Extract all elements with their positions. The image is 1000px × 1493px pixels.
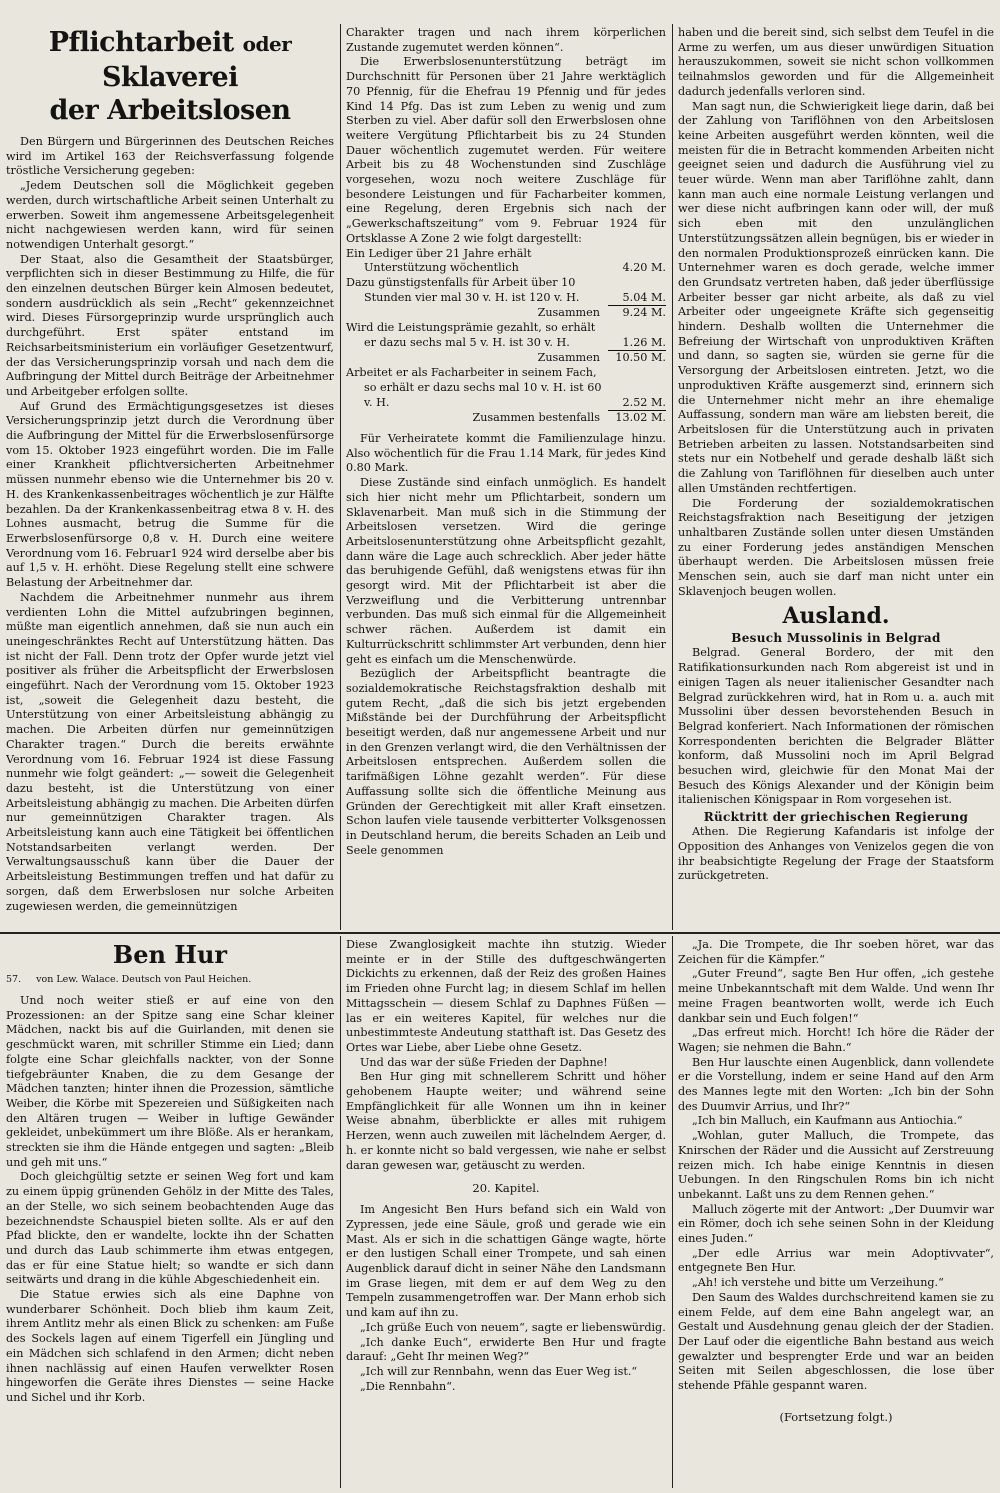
calc-row	[346, 305, 666, 321]
quote-paragraph: „Jedem Deutschen soll die Möglichkeit gegeben werden, durch wirtschaftliche Arbeit seinen Unterhalt zu erwerben. Soweit ihm angemessene Arbeitsgelegenheit nicht nachgewiesen werden kann, wird für seinen notwendigen Unterhalt gesorgt.“	[6, 179, 334, 251]
calc-row	[346, 247, 666, 276]
serial-column-1	[6, 938, 334, 1486]
paragraph: Diese Zwanglosigkeit machte ihn stutzig. Wieder meinte er in der Stille des duftgeschwängerten Dickichts zu erkennen, daß der Reiz des großen Haines im Frieden ohne Furcht lag; in diesem Schlaf im hellen Mittagsschein — diesem Schlaf zu Daphnes Füßen — las er ein weiteres Kapitel, für welches nur die unbestimmteste Andeutung statthaft ist. Das Gesetz des Ortes war Liebe, aber Liebe ohne Gesetz.	[346, 938, 666, 1054]
paragraph: Charakter tragen und nach ihrem körperlichen Zustande zugemutet werden können“.	[346, 26, 666, 54]
calc-label: Zusammen	[537, 306, 600, 320]
paragraph: „Ich bin Malluch, ein Kaufmann aus Antiochia.“	[692, 1114, 963, 1128]
paragraph: Bezüglich der Arbeitspflicht beantragte die sozialdemokratische Reichstagsfraktion deshalb mit gutem Recht, „daß die sich bis jetzt ergebenden Mißstände bei der Durchführung der Arbeitspflicht beseitigt werden, daß nur angemessene Arbeit und nur in den Grenzen verlangt wird, die den Verhältnissen der Arbeitslosen entsprechen. Außerdem sollen die tarifmäßigen Löhne gezahlt werden“. Für diese Auffassung sollte sich die öffentliche Meinung aus Gründen der Gerechtigkeit mit aller Kraft einsetzen. Schon laufen viele tausende verbitterter Volksgenossen in Deutschland herum, die bereits Schaden an Leib und Seele genommen	[346, 667, 666, 857]
calc-label: Dazu günstigstenfalls für Arbeit über 10 Stunden vier mal 30 v. H. ist 120 v. H.	[346, 275, 580, 304]
news-paragraph: Athen. Die Regierung Kafandaris ist infolge der Opposition des Anhanges von Venizelos gegen die von ihr beabsichtigte Regelung der Frage der Staatsform zurückgetreten.	[678, 825, 994, 883]
calc-amount: 2.52 M.	[622, 395, 666, 409]
paragraph: „Ah! ich verstehe und bitte um Verzeihung.“	[692, 1276, 944, 1290]
main-article-column-1	[6, 26, 334, 926]
paragraph: Und noch weiter stieß er auf eine von den Prozessionen: an der Spitze sang eine Schar kleiner Mädchen, nackt bis auf die Guirlanden, mit denen sie geschmückt waren, mit schriller Stimme ein Lied; dann folgte eine Schar gleichfalls nackter, von der Sonne tiefgebräunter Knaben, die zu dem Gesange der Mädchen tanzten; hinter ihnen die Prozession, sämtliche Weiber, die Körbe mit Spezereien und Süßigkeiten nach den Altären trugen — Weiber in luftige Gewänder gekleidet, unbekümmert um ihre Blöße. Als er herankam, streckten sie ihm die Hände entgegen und sagten: „Bleib und geh mit uns.“	[6, 994, 334, 1169]
paragraph: Den Bürgern und Bürgerinnen des Deutschen Reiches wird im Artikel 163 der Reichsverfassung folgende tröstliche Versicherung gegeben:	[6, 135, 334, 178]
paragraph: „Der edle Arrius war mein Adoptivvater“, entgegnete Ben Hur.	[678, 1246, 994, 1275]
calc-amount: 10.50 M.	[608, 350, 666, 366]
serial-credit	[6, 974, 334, 986]
paragraph: Nachdem die Arbeitnehmer nunmehr aus ihrem verdienten Lohn die Mittel aufzubringen beginnen, müßte man eigentlich annehmen, daß sie nun auch ein uneingeschränktes Recht auf Unterstützung hätten. Das ist nicht der Fall. Denn trotz der Opfer wurde jetzt viel positiver als früher die Arbeitspflicht der Erwerbslosen eingeführt. Nach der Verordnung vom 15. Oktober 1923 ist, „soweit die Gelegenheit dazu besteht, die Unterstützung von einer Arbeitsleistung abhängig zu machen. Die Arbeiten dürfen nur gemeinnützigen Charakter tragen.“ Durch die bereits erwähnte Verordnung vom 16. Februar 1924 ist diese Fassung nunmehr wie folgt geändert: „— soweit die Gelegenheit dazu besteht, ist die Unterstützung von einer Arbeitsleistung abhängig zu machen. Die Arbeiten dürfen nur gemeinnützigen Charakter tragen. Als Arbeitsleistung kann auch eine Tätigkeit bei öffentlichen Notstandsarbeiten verlangt werden. Der Verwaltungsausschuß kann über die Dauer der Arbeitsleistung Bestimmungen treffen und hat dafür zu sorgen, daß dem Erwerbslosen nur solche Arbeiten zugewiesen werden, die gemeinnützigen	[6, 590, 334, 913]
paragraph: haben und die bereit sind, sich selbst dem Teufel in die Arme zu werfen, um aus dieser unwürdigen Situation herauszukommen, soweit sie nicht schon vollkommen teilnahmslos geworden und für die Allgemeinheit dadurch jedenfalls verloren sind.	[678, 26, 994, 98]
main-article-column-3	[678, 26, 994, 926]
paragraph: „Ich danke Euch“, erwiderte Ben Hur und fragte darauf: „Geht Ihr meinen Weg?“	[346, 1335, 666, 1364]
paragraph: „Ich grüße Euch von neuem“, sagte er liebenswürdig.	[360, 1320, 666, 1334]
paragraph: „Ja. Die Trompete, die Ihr soeben höret, war das Zeichen für die Kämpfer.“	[678, 938, 994, 966]
column-divider	[340, 24, 341, 930]
continued-note: (Fortsetzung folgt.)	[779, 1409, 893, 1424]
calc-amount: 4.20 M.	[622, 261, 666, 275]
paragraph: „Ich will zur Rennbahn, wenn das Euer Weg ist.“	[360, 1364, 638, 1378]
paragraph: Diese Zustände sind einfach unmöglich. Es handelt sich hier nicht mehr um Pflichtarbeit, sondern um Sklavenarbeit. Man muß sich in die Stimmung der Arbeitslosen versetzen. Wird die geringe Arbeitslosenunterstützung ohne Arbeitspflicht gezahlt, dann wäre die Lage auch schrecklich. Aber jeder hätte das beruhigende Gefühl, daß wenigstens etwas für ihn gesorgt wird. Mit der Pflichtarbeit ist aber die Verzweiflung und die Verbitterung untrennbar verbunden. Das muß sich einmal für die Allgemeinheit schwer rächen. Außerdem ist damit ein Kulturrückschritt schlimmster Art verbunden, denn hier geht es einfach um die Menschenwürde.	[346, 476, 666, 666]
ausland-heading: Ausland.	[782, 603, 890, 630]
paragraph: Ben Hur lauschte einen Augenblick, dann vollendete er die Vorstellung, indem er seine Hand auf den Arm des Mannes legte mit den Worten: „Ich bin der Sohn des Duumvir Arrius, und Ihr?“	[678, 1055, 994, 1113]
ausland-subheading: Rücktritt der griechischen Regierung	[703, 810, 969, 825]
column-divider	[672, 24, 673, 930]
paragraph: „Guter Freund“, sagte Ben Hur offen, „ich gestehe meine Unbekanntschaft mit dem Walde. Und wenn Ihr meine Fragen beantworten wollt, werde ich Euch dankbar sein und Euch folgen!“	[678, 967, 994, 1025]
paragraph: Auf Grund des Ermächtigungsgesetzes ist dieses Versicherungsprinzip jetzt durch die Verordnung über die Aufbringung der Mittel für die Erwerbslosenfürsorge vom 15. Oktober 1923 eingeführt worden. Die im Falle einer Krankheit pflichtversicherten Arbeitnehmer müssen nunmehr ebenso wie die Unternehmer bis 20 v. H. des Krankenkassenbeitrages wöchentlich je zur Hälfte bezahlen. Da der Krankenkassenbeitrag etwa 8 v. H. des Lohnes ausmacht, betrug die Summe für die Erwerbslosenfürsorge 0,8 v. H. Durch eine weitere Verordnung vom 16. Februar1 924 wird derselbe aber bis auf 1,5 v. H. erhöht. Diese Regelung stellt eine schwere Belastung der Arbeitnehmer dar.	[6, 399, 334, 590]
paragraph: Und das war der süße Frieden der Daphne!	[360, 1055, 608, 1069]
column-divider	[672, 936, 673, 1488]
paragraph: Der Staat, also die Gesamtheit der Staatsbürger, verpflichten sich in dieser Bestimmung zu Hilfe, die für den einzelnen deutschen Bürger kein Almosen bedeutet, sondern ausdrücklich als sein „Recht“ gekennzeichnet wird. Dieses Fürsorgeprinzip wurde ursprünglich auch durchgeführt. Erst später entstand im Reichsarbeitsministerium ein vorläufiger Gesetzentwurf, der das Versicherungsprinzip vorsah und nach dem die Aufbringung der Mittel durch Beiträge der Arbeitnehmer und Arbeitgeber erfolgen sollte.	[6, 252, 334, 398]
main-article-column-2	[346, 26, 666, 926]
paragraph: „Das erfreut mich. Horcht! Ich höre die Räder der Wagen; sie nehmen die Bahn.“	[678, 1026, 994, 1054]
paragraph: Für Verheiratete kommt die Familienzulage hinzu. Also wöchentlich für die Frau 1.14 Mark, für jedes Kind 0.80 Mark.	[346, 431, 666, 475]
calculation-table	[346, 247, 666, 426]
ausland-subheading: Besuch Mussolinis in Belgrad	[731, 631, 941, 646]
headline-line-2: der Arbeitslosen	[49, 95, 291, 126]
headline-word-oder: oder	[242, 32, 292, 56]
serial-column-2	[346, 938, 666, 1486]
calc-row	[346, 321, 666, 350]
calc-amount: 9.24 M.	[608, 305, 666, 321]
serial-number: 57.	[6, 974, 22, 985]
paragraph: Doch gleichgültig setzte er seinen Weg fort und kam zu einem üppig grünenden Gehölz in der Mitte des Tales, an der Stelle, wo sich seinem beobachtenden Auge das bezeichnendste Schauspiel bieten sollte. Als er auf den Pfad blickte, den er wandelte, lockte ihn der Schatten und durch das Laub schimmerte ihm etwas entgegen, das er für eine Statue hielt; so wandte er sich dann seitwärts und drang in die kühle Abgeschiedenheit ein.	[6, 1170, 334, 1287]
calc-label: Wird die Leistungsprämie gezahlt, so erhält er dazu sechs mal 5 v. H. ist 30 v. H.	[346, 321, 596, 349]
serial-column-3	[678, 938, 994, 1486]
section-divider	[0, 932, 1000, 934]
calc-label: Zusammen	[537, 351, 600, 365]
calc-amount: 5.04 M.	[622, 290, 666, 304]
calc-amount: 13.02 M.	[608, 410, 666, 426]
paragraph: Ben Hur ging mit schnellerem Schritt und höher gehobenem Haupte weiter; und während seine Empfänglichkeit für alle Wonnen um ihn in keiner Weise abnahm, überblickte er alles mit ruhigem Herzen, wenn auch zuweilen mit lächelndem Aerger, d. h. er konnte nicht so bald vergessen, wie nahe er selbst daran gewesen war, getäuscht zu werden.	[346, 1070, 666, 1172]
calc-label: Arbeitet er als Facharbeiter in seinem Fach, so erhält er dazu sechs mal 10 v. H. ist 60 v. H.	[346, 366, 602, 409]
chapter-heading: 20. Kapitel.	[472, 1181, 540, 1196]
calc-row	[346, 350, 666, 366]
main-article-headline	[6, 26, 334, 127]
calc-label: Ein Lediger über 21 Jahre erhält Unterstützung wöchentlich	[346, 246, 532, 275]
serial-title: Ben Hur	[112, 940, 228, 969]
calc-label: Zusammen bestenfalls	[472, 411, 600, 425]
serial-author: von Lew. Walace. Deutsch von Paul Heichen.	[36, 974, 252, 985]
column-divider	[340, 936, 341, 1488]
paragraph: Im Angesicht Ben Hurs befand sich ein Wald von Zypressen, jede eine Säule, groß und gerade wie ein Mast. Als er sich in die schattigen Gänge wagte, hörte er den lustigen Schall einer Trompete, und sah einen Augenblick darauf dicht in seiner Nähe den Landsmann im Grase liegen, mit dem er auf dem Weg zu den Tempeln zusammengetroffen war. Der Mann erhob sich und kam auf ihn zu.	[346, 1203, 666, 1320]
paragraph: „Die Rennbahn“.	[360, 1379, 456, 1393]
paragraph: Die Erwerbslosenunterstützung beträgt im Durchschnitt für Personen über 21 Jahre werktäglich 70 Pfennig, für die Ehefrau 19 Pfennig und für jedes Kind 14 Pfg. Das ist zum Leben zu wenig und zum Sterben zu viel. Aber dafür soll den Erwerbslosen ohne weitere Vergütung Pflichtarbeit bis zu 24 Stunden Dauer wöchentlich zugemutet werden. Für weitere Arbeit bis zu 48 Wochenstunden sind Zuschläge vorgesehen, wozu noch weitere Zuschläge für besondere Leistungen und für Facharbeiter kommen, eine Regelung, deren Ergebnis sich nach der „Gewerkschaftszeitung“ vom 9. Februar 1924 für Ortsklasse A Zone 2 wie folgt dargestellt:	[346, 55, 666, 245]
paragraph: Den Saum des Waldes durchschreitend kamen sie zu einem Felde, auf dem eine Bahn angelegt war, an Gestalt und Ausdehnung genau gleich der der Stadien. Der Lauf oder die eigentliche Bahn bestand aus weich gewalzter und besprengter Erde und war an beiden Seiten mit Seilen abgeschlossen, die lose über stehende Pfähle gespannt waren.	[678, 1290, 994, 1393]
calc-row	[346, 410, 666, 426]
paragraph: Die Statue erwies sich als eine Daphne von wunderbarer Schönheit. Doch blieb ihm kaum Zeit, ihrem Antlitz mehr als einen Blick zu schenken: am Fuße des Sockels lagen auf einem Tigerfell ein Jüngling und ein Mädchen sich schlafend in den Armen; dicht neben ihnen nachlässig auf einen Haufen verwelkter Rosen hingeworfen die Geräte ihres Dienstes — seine Hacke und Sichel und ihr Korb.	[6, 1288, 334, 1404]
news-paragraph: Belgrad. General Bordero, der mit den Ratifikationsurkunden nach Rom abgereist ist und in einigen Tagen als neuer italienischer Gesandter nach Belgrad zurückkehren wird, hat in Rom u. a. auch mit Mussolini über dessen bevorstehenden Besuch in Belgrad konferiert. Nach Informationen der römischen Korrespondenten berichten die Belgrader Blätter konform, daß Mussolini noch im April Belgrad besuchen wird, gleichwie für den Monat Mai der Besuch des Königs Alexander und der Königin beim italienischen Königspaar in Rom vorgesehen ist.	[678, 646, 994, 807]
calc-row	[346, 276, 666, 305]
paragraph: „Wohlan, guter Malluch, die Trompete, das Knirschen der Räder und die Aussicht auf Zerstreuung reizen mich. Ich habe einige Kenntnis in diesen Uebungen. In den Ringschulen Roms bin ich nicht unbekannt. Laßt uns zu dem Rennen gehen.“	[678, 1129, 994, 1201]
paragraph: Malluch zögerte mit der Antwort: „Der Duumvir war ein Römer, doch ich sehe seinen Sohn in der Kleidung eines Juden.“	[678, 1202, 994, 1246]
headline-word-1: Pflichtarbeit	[48, 27, 234, 58]
headline-word-2: Sklaverei	[102, 62, 238, 93]
paragraph: Die Forderung der sozialdemokratischen Reichstagsfraktion nach Beseitigung der jetzigen unhaltbaren Zustände sollen unter diesen Umständen zu einer Forderung jedes anständigen Menschen überhaupt werden. Die Arbeitslosen müssen freie Menschen sein, auch sie darf man nicht unter ein Sklavenjoch beugen wollen.	[678, 496, 994, 598]
calc-row	[346, 366, 666, 410]
paragraph: Man sagt nun, die Schwierigkeit liege darin, daß bei der Zahlung von Tariflöhnen von den Arbeitslosen keine Arbeiten ausgeführt werden könnten, weil die meisten für die in Betracht kommenden Arbeiten nicht geeignet seien und dadurch die Ausführung viel zu teuer würde. Wenn man aber Tariflöhne zahlt, dann kann man auch eine normale Leistung verlangen und wer diese nicht aufbringen kann oder will, der muß sich eben mit den unzulänglichen Unterstützungssätzen allein begnügen, bis er wieder in den normalen Produktionsprozeß einrücken kann. Die Unternehmer waren es doch gerade, welche immer den Grundsatz vertreten haben, daß jeder überflüssige Arbeiter besser gar nicht arbeite, als daß zu viel Arbeiter oder ungeeignete Kräfte sich gegenseitig hindern. Deshalb wollten die Unternehmer die Befreiung der Wirtschaft von unproduktiven Kräften und dann, so sagten sie, würden sie gerne für die Versorgung der Arbeitslosen eintreten. Jetzt, wo die unproduktiven Kräfte ausgemerzt sind, erinnern sich die Unternehmer nicht mehr an ihre ehemalige Auffassung, sondern man wäre am liebsten bereit, die Arbeitslosen für die Unterstützung auch in privaten Betrieben arbeiten zu lassen. Notstandsarbeiten sind stets nur ein Notbehelf und gerade deshalb läßt sich die Zahlung von Tariflöhnen für dieselben auch unter allen Umständen rechtfertigen.	[678, 99, 994, 495]
calc-amount: 1.26 M.	[622, 335, 666, 349]
